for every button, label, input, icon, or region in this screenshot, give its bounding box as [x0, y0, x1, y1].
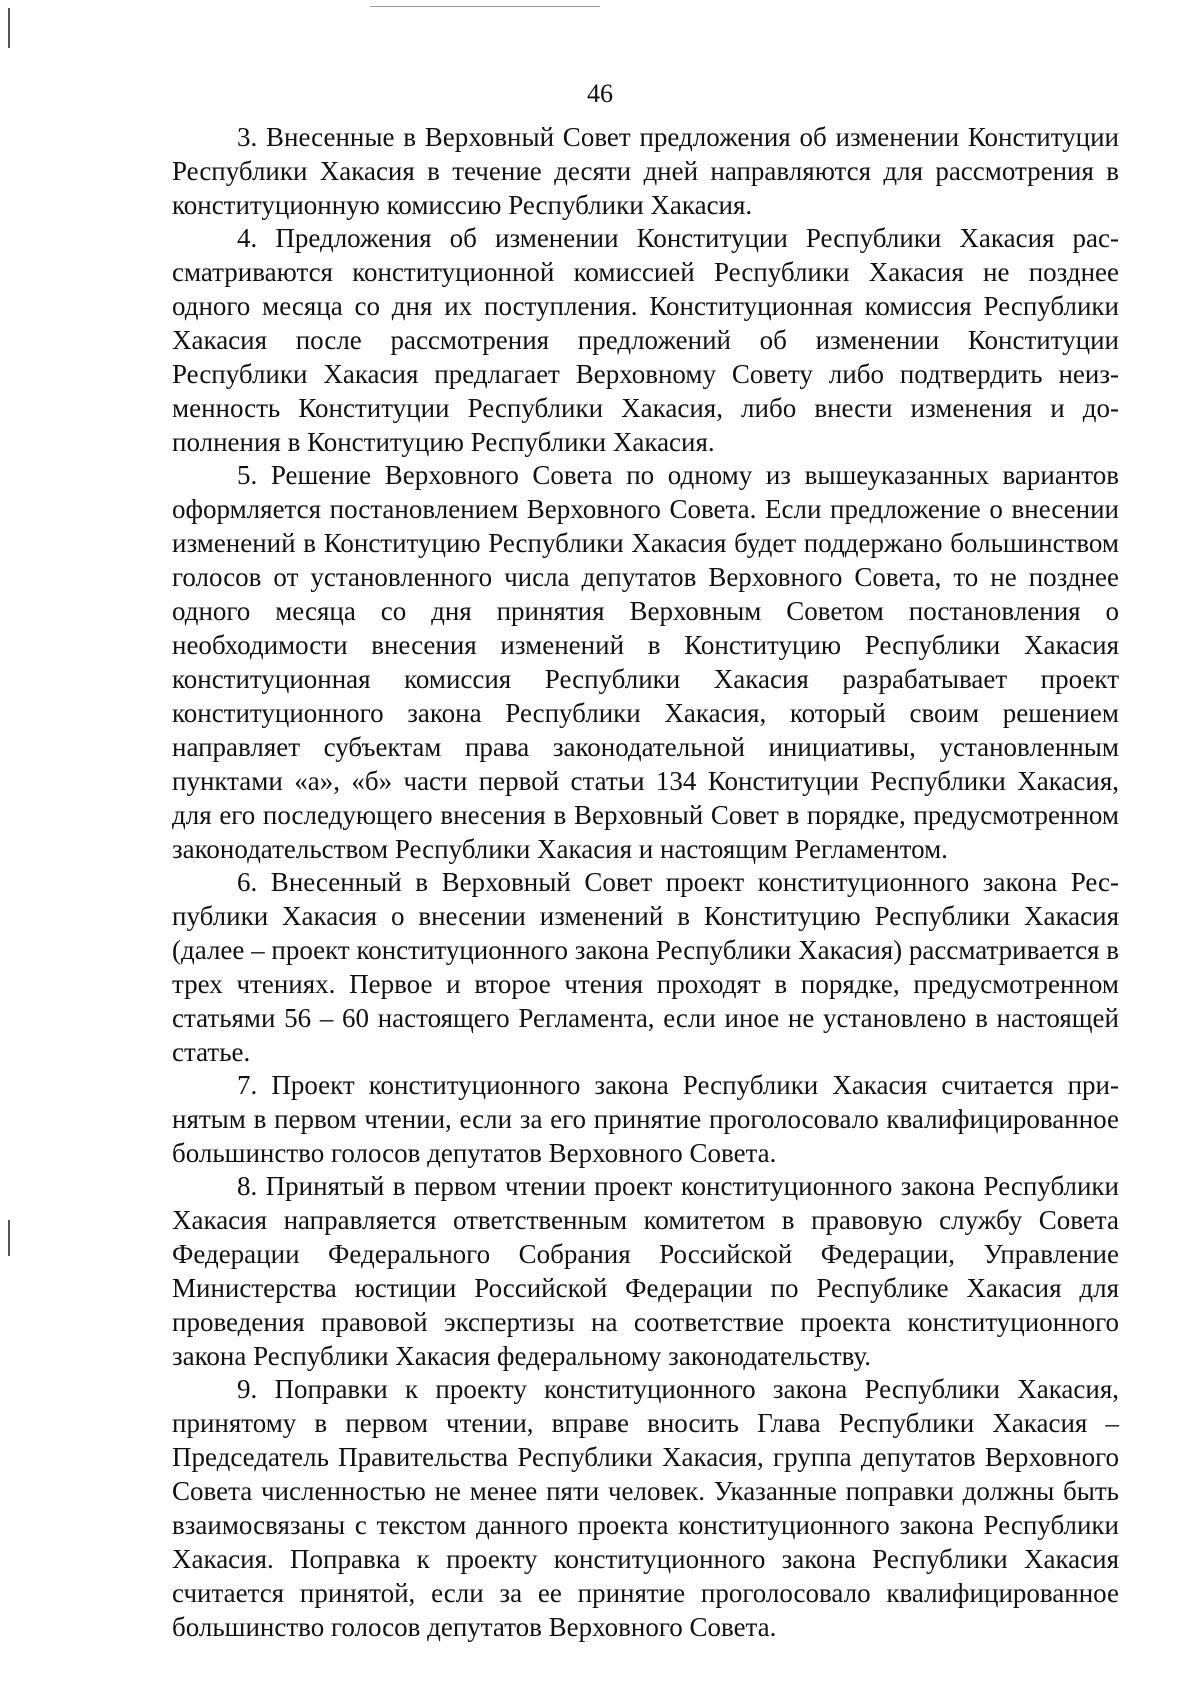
scan-margin-mark [8, 8, 10, 48]
paragraph-4: 4. Предложения об изменении Конституции Республики Хакасия рассматриваются конституционной комиссией Республики Хакасия не позднее одного месяца со дня их поступления. Конституционная комиссия Республики Хакасия после рассмотрения предложений об изменении Конституции Республики Хакасия предлагает Верховному Совету либо подтвердить неизменность Конституции Республики Хакасия, либо внести изменения и дополнения в Конституцию Республики Хакасия. [172, 223, 1119, 457]
paragraph-5: 5. Решение Верховного Совета по одному из вышеуказанных вариантов оформляется постановлением Верховного Совета. Если предложение о внесении изменений в Конституцию Республики Хакасия будет поддержано большинством голосов от установленного числа депутатов Верховного Совета, то не позднее одного месяца со дня принятия Верховным Советом постановления о необходимости внесения изменений в Конституцию Республики Хакасия конституционная комиссия Республики Хакасия разрабатывает проект конституционного закона Республики Хакасия, который своим решением направляет субъектам права законодательной инициативы, установленным пунктами «а», «б» части первой статьи 134 Конституции Республики Хакасия, для его последующего внесения в Верховный Совет в порядке, предусмотренном законодательством Республики Хакасия и настоящим Регламентом. [172, 460, 1119, 864]
scan-edge-line [370, 6, 600, 7]
page-number: 46 [587, 79, 613, 108]
paragraph-9: 9. Поправки к проекту конституционного закона Республики Хакасия, принятому в первом чтении, вправе вносить Глава Республики Хакасия – Председатель Правительства Республики Хакасия, группа депутатов Верховного Совета численностью не менее пяти человек. Указанные поправки должны быть взаимосвязаны с текстом данного проекта конституционного закона Республики Хакасия. Поправка к проекту конституционного закона Республики Хакасия считается принятой, если за ее принятие проголосовало квалифицированное большинство голосов депутатов Верховного Совета. [172, 1374, 1119, 1642]
paragraph-8: 8. Принятый в первом чтении проект конституционного закона Республики Хакасия направляется ответственным комитетом в правовую службу Совета Федерации Федерального Собрания Российской Федерации, Управление Министерства юстиции Российской Федерации по Республике Хакасия для проведения правовой экспертизы на соответствие проекта конституционного закона Республики Хакасия федеральному законодательству. [172, 1171, 1119, 1371]
paragraph-3: 3. Внесенные в Верховный Совет предложения об изменении Конституции Республики Хакасия в течение десяти дней направляются для рассмотрения в конституционную комиссию Республики Хакасия. [172, 122, 1119, 220]
document-body [172, 120, 1119, 1643]
paragraph-7: 7. Проект конституционного закона Республики Хакасия считается принятым в первом чтении, если за его принятие проголосовало квалифицированное большинство голосов депутатов Верховного Совета. [172, 1070, 1119, 1168]
paragraph-6: 6. Внесенный в Верховный Совет проект конституционного закона Республики Хакасия о внесении изменений в Конституцию Республики Хакасия (далее – проект конституционного закона Республики Хакасия) рассматривается в трех чтениях. Первое и второе чтения проходят в порядке, предусмотренном статьями 56 – 60 настоящего Регламента, если иное не установлено в настоящей статье. [172, 867, 1119, 1067]
scan-margin-mark [8, 1220, 10, 1256]
